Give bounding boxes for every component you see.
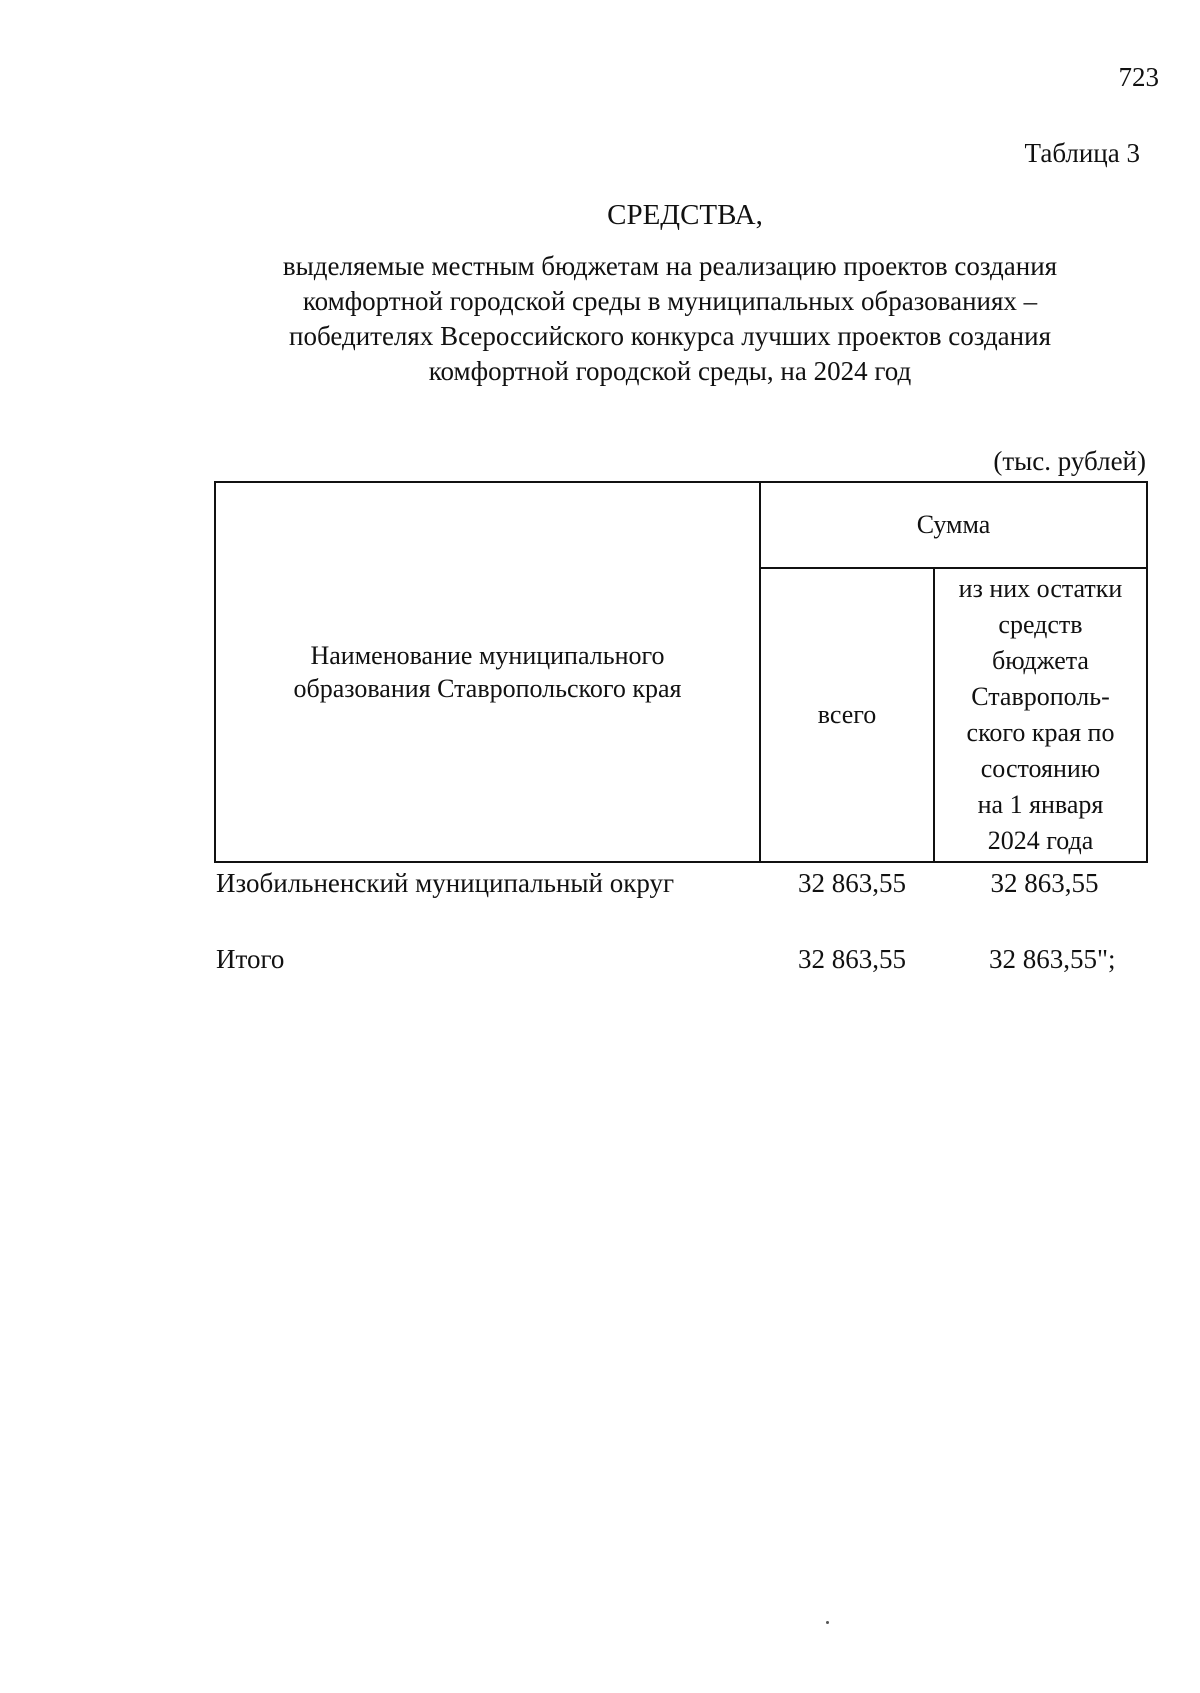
row-vsego: 32 863,55: [798, 868, 906, 898]
subtitle-line: комфортной городской среды в муниципальных образованиях –: [302, 286, 1038, 316]
header-ostatki-line: состоянию: [980, 754, 1101, 783]
page-number: 723: [1118, 62, 1159, 92]
table-label: Таблица 3: [1024, 138, 1140, 168]
subtitle-line: победителях Всероссийского конкурса лучших проектов создания: [289, 321, 1051, 351]
scan-speck: [826, 1621, 829, 1624]
header-ostatki-line: на 1 января: [977, 790, 1104, 819]
table-header: [214, 481, 1148, 863]
row-ostatki: 32 863,55: [990, 868, 1099, 898]
document-subtitle: [230, 249, 1110, 389]
header-municipality-name: [216, 483, 761, 861]
document-title: СРЕДСТВА,: [607, 199, 763, 231]
total-vsego: 32 863,55: [798, 944, 906, 974]
header-ostatki-line: Ставрополь-: [971, 682, 1110, 711]
subtitle-line: комфортной городской среды, на 2024 год: [428, 356, 912, 386]
header-vsego: всего: [761, 569, 935, 861]
header-ostatki-line: бюджета: [992, 646, 1089, 675]
header-ostatki-line: ского края по: [966, 718, 1115, 747]
table-row: [214, 868, 1148, 908]
header-ostatki-line: средств: [998, 610, 1083, 639]
header-ostatki: [935, 569, 1146, 861]
total-ostatki: 32 863,55";: [989, 944, 1116, 974]
header-name-line: Наименование муниципального: [310, 641, 665, 670]
total-name: Итого: [216, 944, 285, 974]
subtitle-line: выделяемые местным бюджетам на реализацию проектов создания: [282, 251, 1058, 281]
header-ostatki-line: из них остатки: [958, 574, 1123, 603]
table-total-row: [214, 944, 1148, 984]
row-name: Изобильненский муниципальный округ: [216, 868, 675, 898]
header-ostatki-line: 2024 года: [987, 826, 1094, 855]
header-name-line: образования Ставропольского края: [293, 674, 682, 703]
header-summa: Сумма: [761, 483, 1146, 569]
units-label: (тыс. рублей): [993, 446, 1146, 476]
